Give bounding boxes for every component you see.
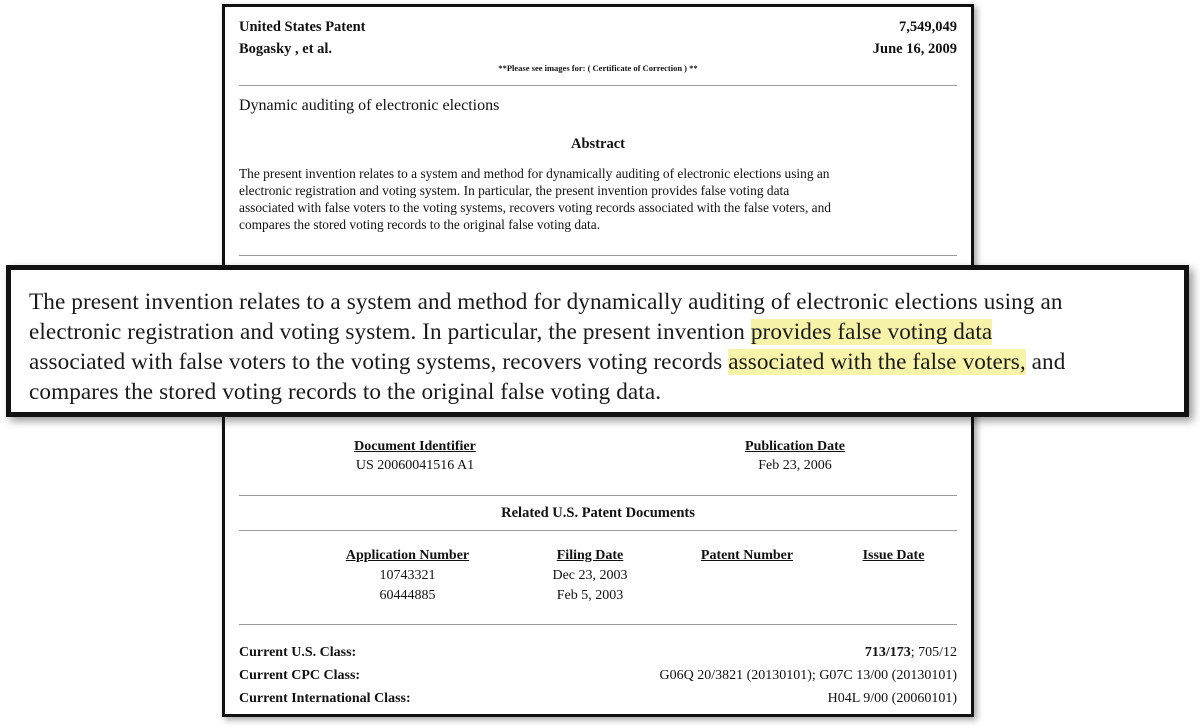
document-identifier-label: Document Identifier [354,439,476,454]
zoomed-abstract-text [29,287,1179,407]
zoom-text-plain: and [1025,349,1066,375]
table-cell: 10743321 [379,568,436,583]
patent-title: Dynamic auditing of electronic elections [239,97,500,114]
divider [239,495,957,496]
us-class-secondary: ; 705/12 [910,645,957,660]
zoom-line [29,317,1179,347]
patent-number: 7,549,049 [899,19,957,35]
inventor-name: Bogasky , et al. [239,41,333,57]
abstract-zoom-callout [6,265,1189,417]
abstract-text [239,165,959,233]
table-cell: 60444885 [379,588,436,603]
cpc-class-label: Current CPC Class: [239,668,361,683]
us-class-primary: 713/173 [864,645,911,660]
zoom-line [29,347,1179,377]
column-header: Application Number [345,548,470,563]
patent-number-column [688,548,806,564]
highlighted-phrase: provides false voting data [750,319,993,345]
international-class-value: H04L 9/00 (20060101) [827,691,957,706]
zoom-line: The present invention relates to a system and method for dynamically auditing of electronic elections using an [29,289,1063,315]
publication-date-label: Publication Date [745,439,845,454]
filing-date-column [535,548,645,604]
column-header: Issue Date [862,548,925,563]
abstract-line: compares the stored voting records to the original false voting data. [239,217,601,232]
divider [239,255,957,256]
zoom-text-plain: associated with false voters to the voting systems, recovers voting records [29,349,729,375]
application-number-column [325,548,490,604]
certificate-note: **Please see images for: ( Certificate of Correction ) ** [498,63,698,73]
abstract-line: The present invention relates to a system and method for dynamically auditing of electronic elections using an [239,166,830,181]
cpc-class-value: G06Q 20/3821 (20130101); G07C 13/00 (20130101) [659,668,957,683]
table-cell: Dec 23, 2003 [552,568,628,583]
patent-type: United States Patent [239,19,366,35]
international-class-label: Current International Class: [239,691,411,706]
document-identifier [335,439,495,474]
us-class-value [865,645,957,661]
abstract-line: associated with false voters to the voting systems, recovers voting records associated with the false voters, and [239,200,832,215]
table-cell: Feb 5, 2003 [556,588,624,603]
us-class-label: Current U.S. Class: [239,645,357,660]
issue-date-column [851,548,936,564]
highlighted-phrase: associated with the false voters, [728,349,1026,375]
divider [239,530,957,531]
publication-date-value: Feb 23, 2006 [758,458,832,473]
column-header: Patent Number [700,548,794,563]
divider [239,624,957,625]
related-docs-heading: Related U.S. Patent Documents [501,505,695,521]
publication-date [725,439,865,474]
document-identifier-value: US 20060041516 A1 [355,458,475,473]
abstract-line: electronic registration and voting system. In particular, the present invention provides false voting data [239,183,790,198]
column-header: Filing Date [556,548,624,563]
zoom-text-plain: electronic registration and voting system. In particular, the present invention [29,319,751,345]
divider [239,85,957,86]
abstract-heading: Abstract [571,136,625,152]
zoom-line: compares the stored voting records to the original false voting data. [29,379,662,405]
patent-date: June 16, 2009 [872,41,957,57]
